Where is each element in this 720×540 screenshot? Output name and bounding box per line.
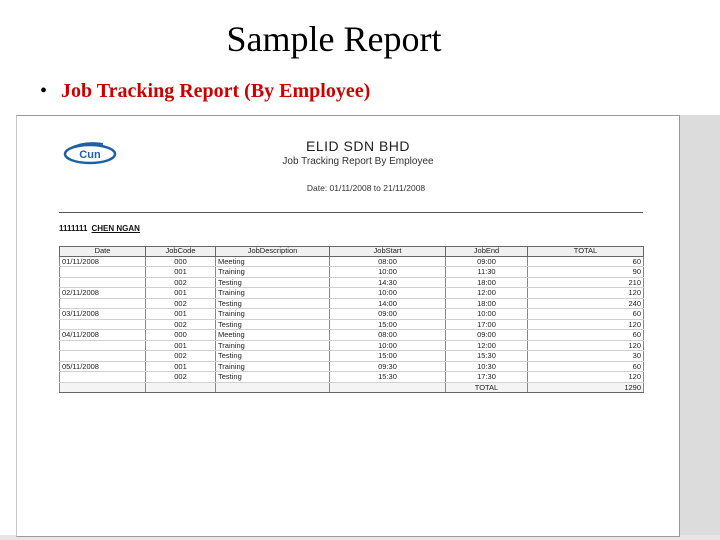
table-header-row (60, 247, 644, 257)
employee-header (59, 224, 140, 233)
column-header: JobDescription (216, 247, 330, 257)
cell-start: 10:00 (330, 267, 446, 278)
cell-start: 10:00 (330, 340, 446, 351)
cell-code: 002 (146, 351, 216, 362)
cell-end: 11:30 (446, 267, 528, 278)
cell-date (60, 298, 146, 309)
cell-code: 000 (146, 330, 216, 341)
cell-date (60, 277, 146, 288)
cell-total: 60 (528, 330, 644, 341)
cell-code: 001 (146, 361, 216, 372)
column-header: TOTAL (528, 247, 644, 257)
cell-code: 001 (146, 267, 216, 278)
cell-code: 001 (146, 288, 216, 299)
company-name: ELID SDN BHD (305, 138, 411, 154)
cell-desc: Testing (216, 277, 330, 288)
cell-date (60, 340, 146, 351)
date-range: Date: 01/11/2008 to 21/11/2008 (306, 183, 426, 193)
cell-start: 09:00 (330, 309, 446, 320)
cell-end: 15:30 (446, 351, 528, 362)
cell-end: 18:00 (446, 298, 528, 309)
total-label: TOTAL (446, 382, 528, 393)
column-header: JobStart (330, 247, 446, 257)
cell-desc: Testing (216, 351, 330, 362)
cell-date (60, 372, 146, 383)
bullet-dot-icon: • (40, 80, 48, 102)
cell-total: 120 (528, 288, 644, 299)
cell-desc: Training (216, 309, 330, 320)
cell-start: 08:00 (330, 256, 446, 267)
cell-total: 60 (528, 309, 644, 320)
cell-date: 04/11/2008 (60, 330, 146, 341)
table-row (60, 330, 644, 341)
cell-total: 120 (528, 340, 644, 351)
column-header: JobCode (146, 247, 216, 257)
slide-side-shade (679, 115, 720, 540)
cell-end: 17:00 (446, 319, 528, 330)
cell-total: 60 (528, 361, 644, 372)
cell-code: 000 (146, 256, 216, 267)
total-row (60, 382, 644, 393)
table-row (60, 351, 644, 362)
table-row (60, 298, 644, 309)
cell-start: 15:00 (330, 319, 446, 330)
cell-end: 09:00 (446, 330, 528, 341)
employee-id: 1111111 (59, 224, 88, 233)
cell-code: 002 (146, 372, 216, 383)
job-tracking-table (59, 246, 644, 393)
cell-total: 90 (528, 267, 644, 278)
header-divider (59, 212, 643, 213)
cell-end: 18:00 (446, 277, 528, 288)
table-row (60, 340, 644, 351)
cell-total: 120 (528, 372, 644, 383)
cell-code: 002 (146, 277, 216, 288)
cell-start: 15:00 (330, 351, 446, 362)
cell-date: 01/11/2008 (60, 256, 146, 267)
cell-code: 001 (146, 309, 216, 320)
table-row (60, 256, 644, 267)
cell-total: 240 (528, 298, 644, 309)
table-row (60, 361, 644, 372)
cell-date (60, 267, 146, 278)
cell-start: 14:30 (330, 277, 446, 288)
logo-text: Cun (79, 149, 101, 161)
cell-date (60, 319, 146, 330)
cell-date (60, 351, 146, 362)
cell-start: 08:00 (330, 330, 446, 341)
table-row (60, 277, 644, 288)
grand-total: 1290 (528, 382, 644, 393)
cell-date: 03/11/2008 (60, 309, 146, 320)
cell-end: 12:00 (446, 340, 528, 351)
cell-desc: Training (216, 288, 330, 299)
cell-date: 02/11/2008 (60, 288, 146, 299)
cell-code: 001 (146, 340, 216, 351)
cell-start: 10:00 (330, 288, 446, 299)
table-row (60, 309, 644, 320)
cell-code: 002 (146, 298, 216, 309)
cell-date: 05/11/2008 (60, 361, 146, 372)
report-title: Job Tracking Report By Employee (282, 156, 434, 167)
cell-desc: Training (216, 361, 330, 372)
cell-total: 60 (528, 256, 644, 267)
cell-desc: Testing (216, 372, 330, 383)
cell-start: 09:30 (330, 361, 446, 372)
bullet-item (40, 80, 370, 106)
cell-desc: Training (216, 340, 330, 351)
cell-total: 30 (528, 351, 644, 362)
column-header: Date (60, 247, 146, 257)
cell-end: 10:00 (446, 309, 528, 320)
cell-desc: Training (216, 267, 330, 278)
cell-end: 17:30 (446, 372, 528, 383)
table-row (60, 288, 644, 299)
cell-end: 10:30 (446, 361, 528, 372)
employee-name: CHEN NGAN (91, 224, 140, 233)
slide-title: Sample Report (226, 19, 442, 59)
table-row (60, 319, 644, 330)
cell-desc: Meeting (216, 256, 330, 267)
bullet-text: Job Tracking Report (By Employee) (61, 80, 371, 102)
cell-code: 002 (146, 319, 216, 330)
cell-end: 09:00 (446, 256, 528, 267)
cell-desc: Testing (216, 298, 330, 309)
cell-start: 14:00 (330, 298, 446, 309)
table-row (60, 372, 644, 383)
table-row (60, 267, 644, 278)
column-header: JobEnd (446, 247, 528, 257)
cell-total: 210 (528, 277, 644, 288)
cell-desc: Testing (216, 319, 330, 330)
cell-end: 12:00 (446, 288, 528, 299)
cell-desc: Meeting (216, 330, 330, 341)
cell-start: 15:30 (330, 372, 446, 383)
cell-total: 120 (528, 319, 644, 330)
report-screenshot (16, 115, 680, 537)
